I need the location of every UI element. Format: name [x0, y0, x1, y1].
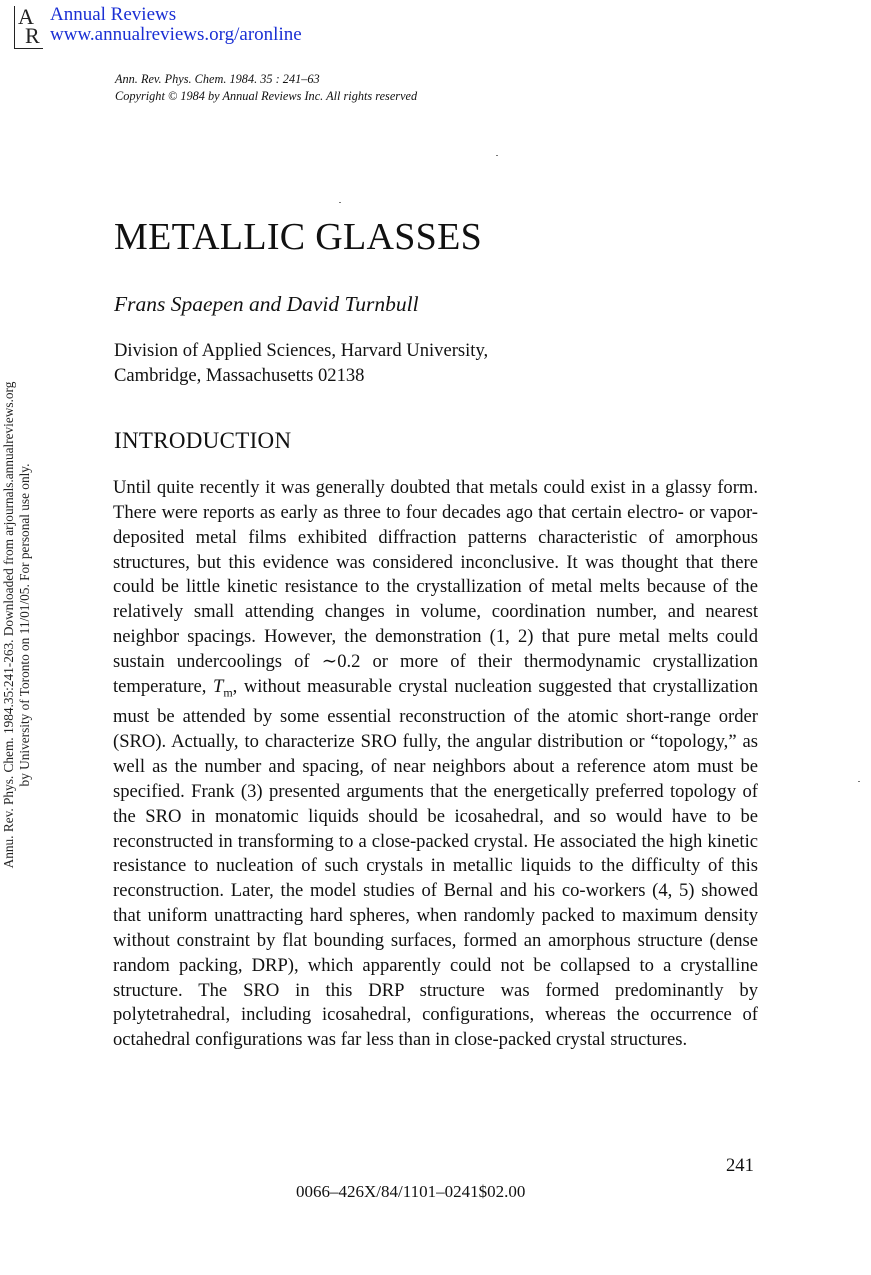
affiliation-line: Cambridge, Massachusetts 02138: [114, 365, 365, 386]
tm-symbol: T: [212, 675, 224, 697]
article-title: METALLIC GLASSES: [114, 216, 483, 258]
download-notice-line: Annu. Rev. Phys. Chem. 1984.35:241-263. Downloaded from arjournals.annualreviews.org: [1, 381, 16, 869]
document-code: 0066–426X/84/1101–0241$02.00: [296, 1182, 526, 1201]
copyright-line: Copyright © 1984 by Annual Reviews Inc. All rights reserved: [115, 89, 418, 103]
citation: [115, 71, 417, 105]
aronline-link[interactable]: www.annualreviews.org/aronline: [50, 24, 302, 45]
authors: Frans Spaepen and David Turnbull: [114, 292, 419, 316]
paragraph-text: Until quite recently it was generally doubted that metals could exist in a glassy form. There were reports as early as three to four decades ago that certain electro- or vapor-deposited metal films exhibited diffraction patterns characteristic of amorphous structures, but this evidence was considered inconclusive. It was thought that there could be little kinetic resistance to the crystallization of metal melts because of the relatively small attending changes in volume, coordination number, and nearest neighbor spacings. However, the demonstration (1, 2) that pure metal melts could sustain undercoolings of ∼0.2 or more of their thermodynamic crystallization temperature,: [113, 477, 758, 697]
affiliation: [114, 338, 488, 388]
download-notice: [1, 310, 43, 940]
affiliation-line: Division of Applied Sciences, Harvard University,: [114, 340, 489, 361]
publisher-link[interactable]: Annual Reviews: [50, 4, 177, 25]
tm-subscript: m: [223, 685, 233, 700]
introduction-paragraph: [113, 476, 758, 1053]
citation-line: Ann. Rev. Phys. Chem. 1984. 35 : 241–63: [115, 72, 320, 86]
paragraph-text: , without measurable crystal nucleation suggested that crystallization must be attended by some essential reconstruction of the atomic short-range order (SRO). Actually, to characterize SRO fully, the angular distribution or “topology,” as well as the number and spacing, of near neighbors about a reference atom must be specified. Frank (3) presented arguments that the energetically preferred topology of the SRO in monatomic liquids should be icosahedral, and so would have to be reconstructed in transforming to a close-packed crystal. He associated the high kinetic resistance to nucleation of such crystals in metallic liquids to the difficulty of this reconstruction. Later, the model studies of Bernal and his co-workers (4, 5) showed that uniform unattracting hard spheres, when randomly packed to maximum density without constraint by flat bounding surfaces, formed an amorphous structure (dense random packing, DRP), which apparently could not be collapsed to a crystalline structure. The SRO in this DRP structure was formed predominantly by polytetrahedral, including icosahedral, configurations, whereas the occurrence of octahedral configurations was far less than in close-packed crystal structures.: [113, 675, 758, 1051]
masthead: [50, 5, 302, 45]
page-number: 241: [726, 1155, 754, 1176]
scan-speck: [496, 155, 498, 156]
scan-speck: [858, 781, 860, 782]
section-heading: INTRODUCTION: [114, 428, 292, 453]
personal-use-notice: by University of Toronto on 11/01/05. For personal use only.: [17, 463, 32, 787]
annual-reviews-logo-icon: A R: [14, 6, 43, 49]
scan-speck: [339, 202, 341, 203]
